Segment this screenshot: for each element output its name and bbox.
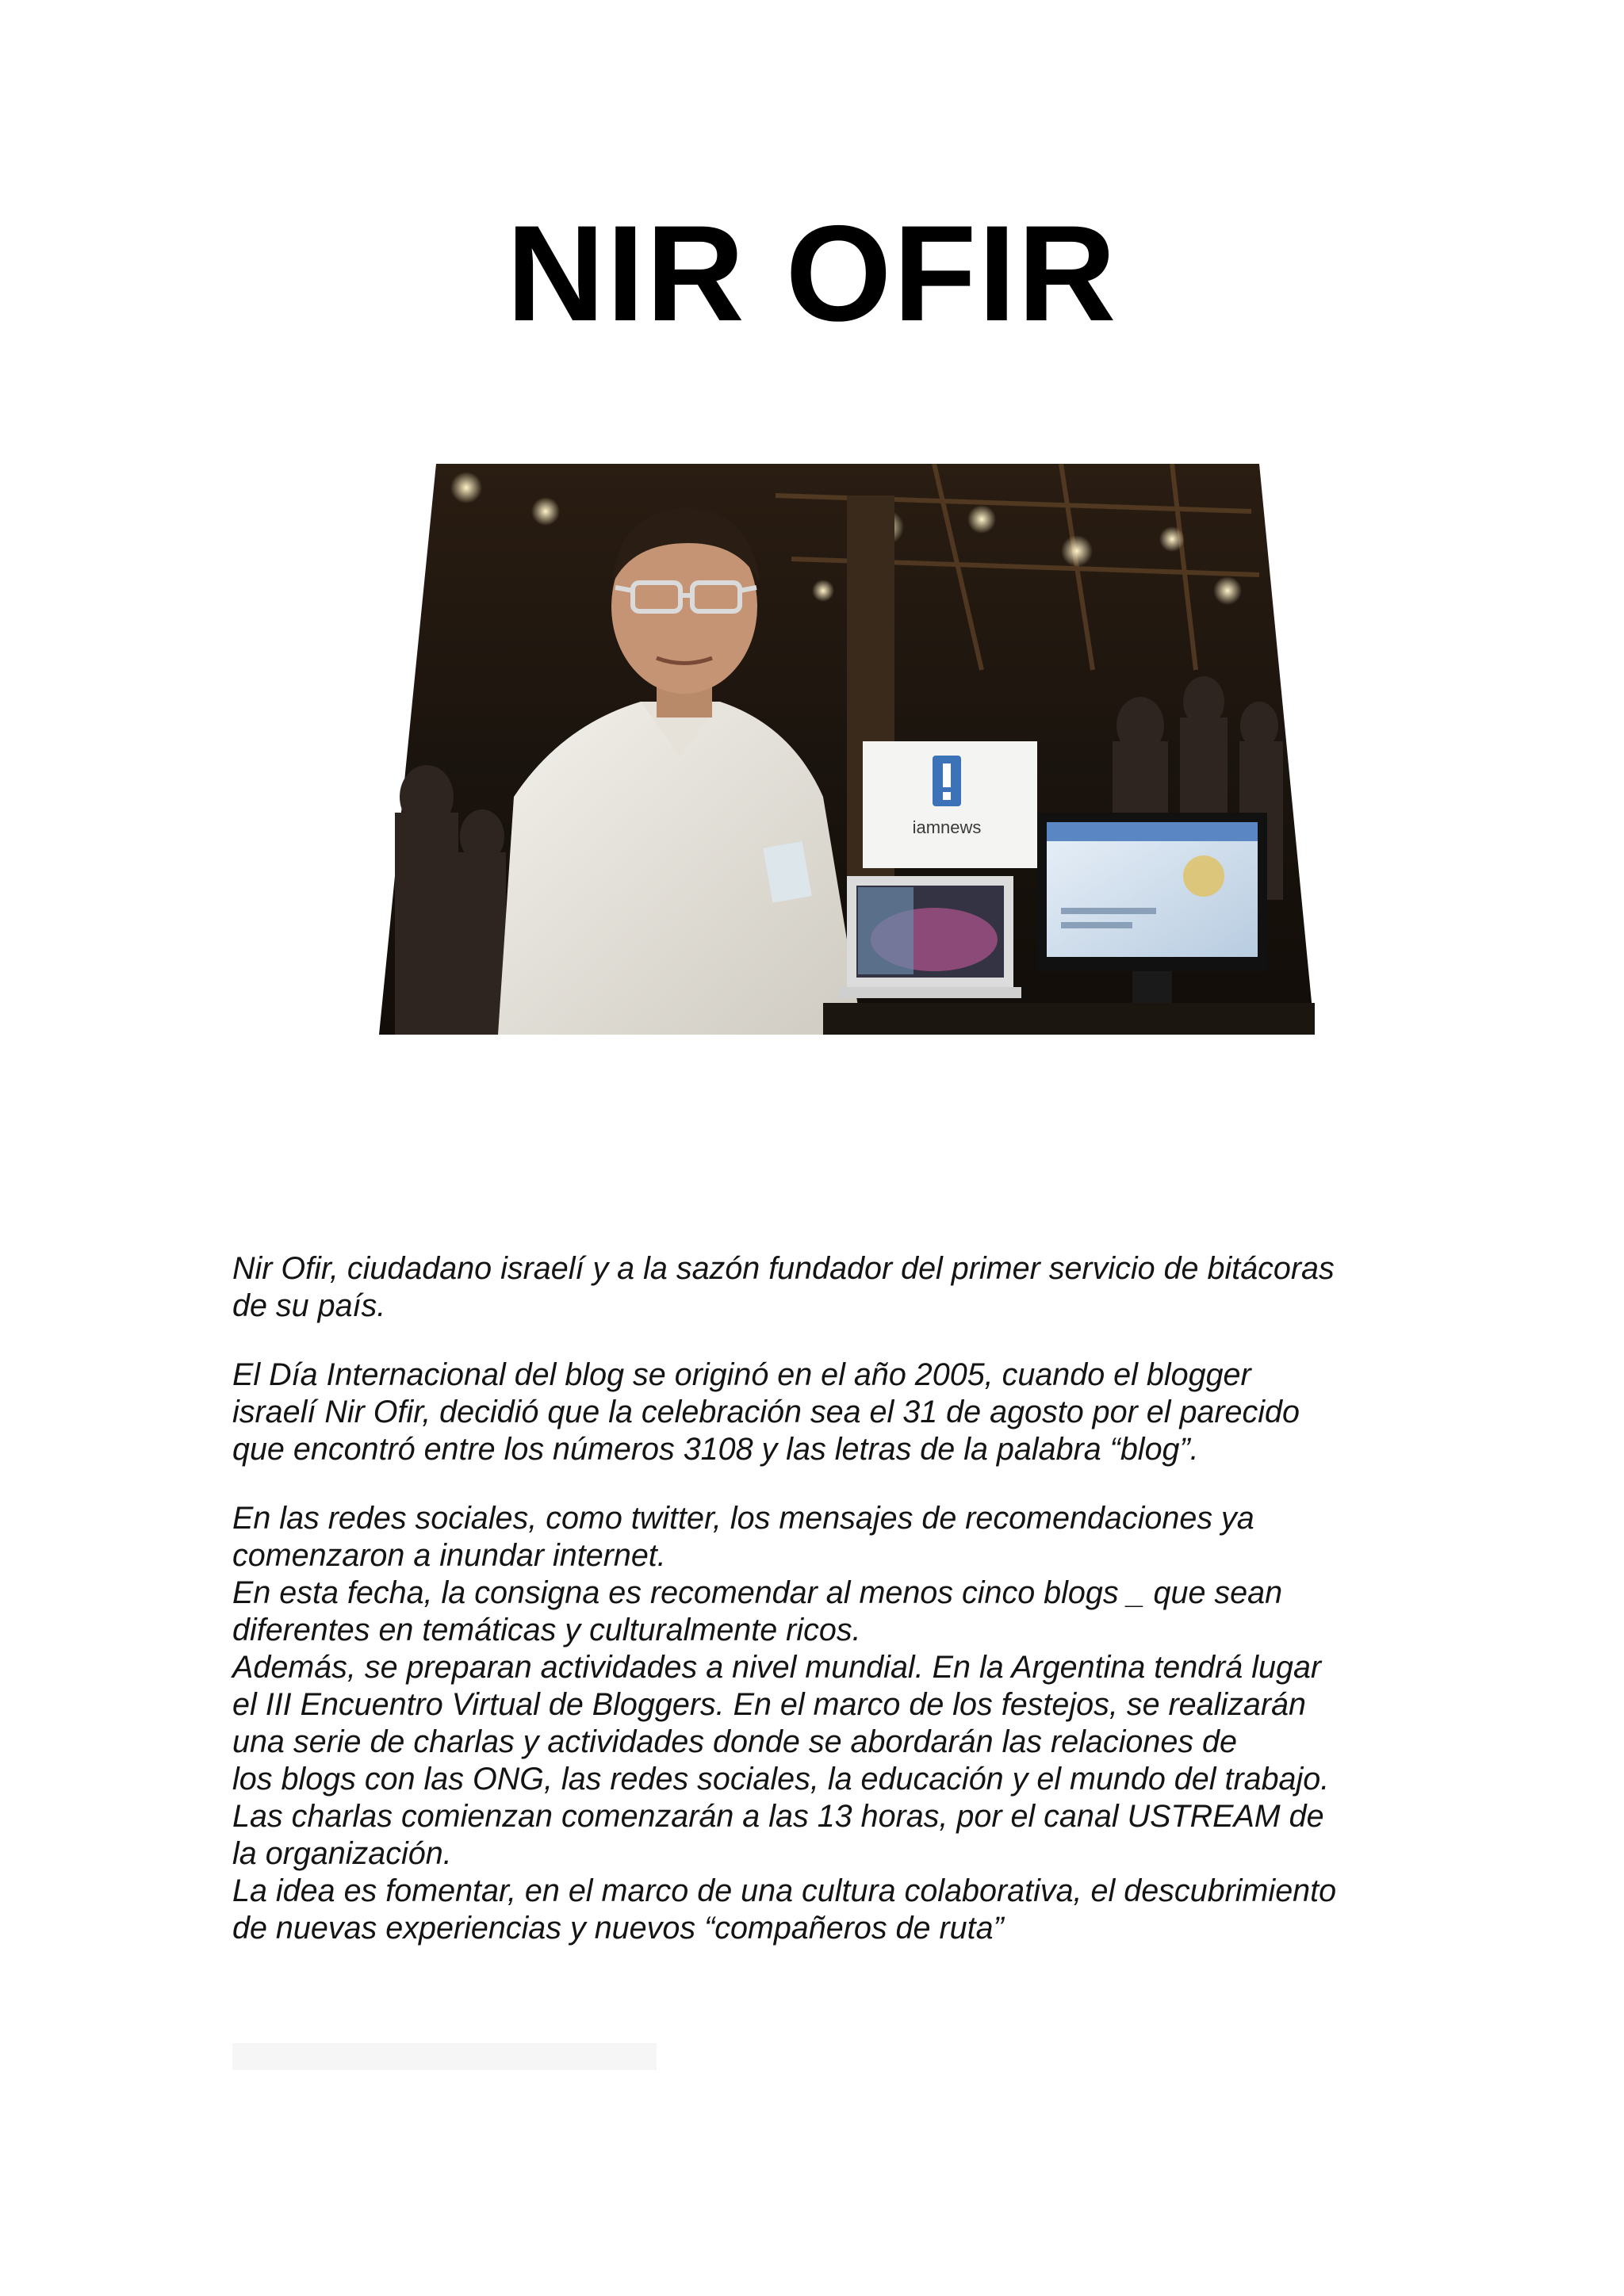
- text-line: Nir Ofir, ciudadano israelí y a la sazón fundador del primer servicio de bitácoras: [232, 1251, 1335, 1286]
- text-line: diferentes en temáticas y culturalmente ricos.: [232, 1613, 861, 1647]
- faint-artifact-bar: [232, 2043, 657, 2070]
- text-line: una serie de charlas y actividades donde se abordarán las relaciones de: [232, 1724, 1237, 1759]
- text-line: Además, se preparan actividades a nivel mundial. En la Argentina tendrá lugar: [232, 1650, 1322, 1685]
- text-line: El Día Internacional del blog se originó en el año 2005, cuando el blogger: [232, 1357, 1251, 1392]
- text-line: la organización.: [232, 1836, 452, 1871]
- paragraph-origin: [232, 1357, 1438, 1468]
- article-body: [232, 1250, 1438, 1947]
- article-photo: [379, 464, 1315, 1035]
- text-line: de su país.: [232, 1288, 386, 1323]
- text-line: Las charlas comienzan comenzarán a las 13 horas, por el canal USTREAM de: [232, 1799, 1324, 1834]
- text-line: En esta fecha, la consigna es recomendar al menos cinco blogs _ que sean: [232, 1575, 1283, 1610]
- photo-illustration: [379, 464, 1315, 1035]
- text-line: que encontró entre los números 3108 y las letras de la palabra “blog”.: [232, 1432, 1199, 1467]
- paragraph-activities: [232, 1500, 1438, 1947]
- text-line: israelí Nir Ofir, decidió que la celebración sea el 31 de agosto por el parecido: [232, 1395, 1300, 1429]
- banner-text: iamnews: [912, 817, 982, 837]
- text-line: los blogs con las ONG, las redes sociales, la educación y el mundo del trabajo.: [232, 1762, 1330, 1797]
- text-line: La idea es fomentar, en el marco de una cultura colaborativa, el descubrimiento: [232, 1873, 1337, 1908]
- text-line: de nuevas experiencias y nuevos “compañeros de ruta”: [232, 1911, 1004, 1946]
- paragraph-intro: [232, 1250, 1438, 1325]
- text-line: el III Encuentro Virtual de Bloggers. En el marco de los festejos, se realizarán: [232, 1687, 1306, 1722]
- text-line: En las redes sociales, como twitter, los mensajes de recomendaciones ya: [232, 1501, 1254, 1536]
- text-line: comenzaron a inundar internet.: [232, 1538, 666, 1573]
- page-title: NIR OFIR: [506, 197, 1118, 350]
